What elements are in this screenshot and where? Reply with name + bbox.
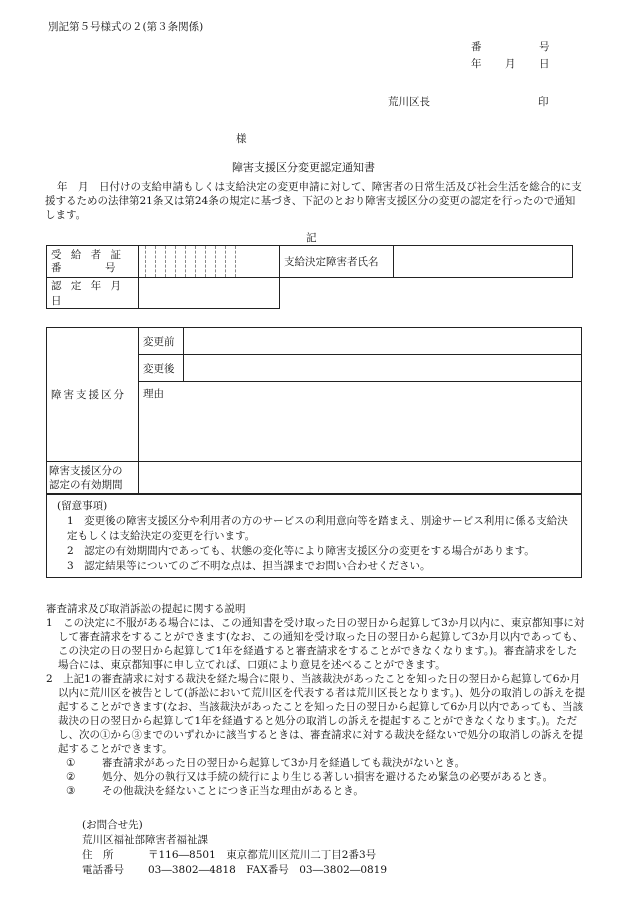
issuer: 荒川区長 xyxy=(388,96,430,108)
validity-label: 障害支援区分の 認定の有効期間 xyxy=(47,462,139,494)
notes-box xyxy=(46,494,582,578)
contact-phone: 電話番号 03―3802―4818 FAX番号 03―3802―0819 xyxy=(82,864,388,876)
contact-block xyxy=(82,818,387,878)
condition-item: ① 審査請求があった日の翌日から起算して3か月を経過しても裁決がないとき。 xyxy=(66,757,466,769)
explanation-title: 審査請求及び取消訴訟の提起に関する説明 xyxy=(46,603,246,615)
number-suffix: 号 xyxy=(539,41,550,53)
recipient-info-table xyxy=(46,245,573,309)
contact-heading: (お問合せ先) xyxy=(82,819,143,831)
explanation-body xyxy=(46,616,586,798)
cert-date-label: 認 定 年 月 日 xyxy=(47,278,139,309)
person-name-label: 支給決定障害者氏名 xyxy=(280,246,394,278)
contact-office: 荒川区福祉部障害者福祉課 xyxy=(82,834,208,846)
document-title: 障害支援区分変更認定通知書 xyxy=(232,161,375,174)
ki-label: 記 xyxy=(306,232,317,244)
note-item: 3 認定結果等についてのご不明な点は、担当課までお問い合わせください。 xyxy=(67,560,431,572)
note-item: 1 変更後の障害支援区分や利用者の方のサービスの利用意向等を踏まえ、別途サービス利用に係る支給決定もしくは支給決定の変更を行います。 xyxy=(67,515,568,542)
note-item: 2 認定の有効期間内であっても、状態の変化等により障害支援区分の変更をする場合があります。 xyxy=(67,545,535,557)
month-label: 月 xyxy=(505,58,516,70)
intro-text: 年 月 日付けの支給申請もしくは支給決定の変更申請に対して、障害者の日常生活及び社会生活を総合的に支援するための法律第21条又は第24条の規定に基づき、下記のとおり障害支援区分の変更の認定を行ったので通知します。 xyxy=(45,181,582,221)
category-label: 障害支援区分 xyxy=(47,328,139,462)
before-label: 変更前 xyxy=(139,328,184,355)
after-label: 変更後 xyxy=(139,355,184,382)
reason-label: 理由 xyxy=(143,388,164,400)
year-label: 年 xyxy=(471,58,482,70)
person-name-field[interactable] xyxy=(394,246,573,278)
explanation-para-1: 1 この決定に不服がある場合には、この通知書を受け取った日の翌日から起算して3か月以内に、東京都知事に対して審査請求をすることができます(なお、この通知を受け取った日の翌日から起算して3か月以内であっても、この決定の日の翌日から起算して1年を経過すると審査請求をすることができなくなります。)。審査請求をした場合には、東京都知事に申し立てれば、口頭により意見を述べることができます。 xyxy=(46,617,585,671)
seal-mark: 印 xyxy=(538,96,549,108)
explanation-para-2: 2 上記1の審査請求に対する裁決を経た場合に限り、当該裁決があったことを知った日の翌日から起算して6か月以内に荒川区を被告として(訴訟において荒川区を代表する者は荒川区長となります。)、処分の取消しの訴えを提起することができます(なお、当該裁決があったことを知った日の翌日から起算して6か月以内であっても、当該裁決の日の翌日から起算して1年を経過すると処分の取消しの訴えを提起することができなくなります。)。ただし、次の①から③までのいずれかに該当するときは、審査請求に対する裁決を経ないで処分の取消しの訴えを提起することができます。 xyxy=(46,673,586,755)
form-label: 別記第５号様式の２(第３条関係) xyxy=(48,21,204,33)
condition-item: ② 処分、処分の執行又は手続の続行により生じる著しい損害を避けるため緊急の必要があるとき。 xyxy=(66,771,554,783)
reason-field[interactable] xyxy=(139,382,582,462)
validity-field[interactable] xyxy=(139,462,582,494)
cert-date-field[interactable] xyxy=(139,278,280,309)
condition-item: ③ その他裁決を経ないことにつき正当な理由があるとき。 xyxy=(66,785,364,797)
support-category-table xyxy=(46,327,582,494)
after-field[interactable] xyxy=(184,355,582,382)
day-label: 日 xyxy=(539,58,550,70)
contact-address: 住 所 〒116―8501 東京都荒川区荒川二丁目2番3号 xyxy=(82,849,377,861)
notes-heading: (留意事項) xyxy=(57,500,108,512)
recipient-cert-number-field[interactable] xyxy=(139,246,280,278)
recipient-cert-label: 受 給 者 証 番 号 xyxy=(47,246,139,278)
before-field[interactable] xyxy=(184,328,582,355)
recipient-suffix: 様 xyxy=(236,133,247,145)
number-label: 番 xyxy=(471,41,482,53)
